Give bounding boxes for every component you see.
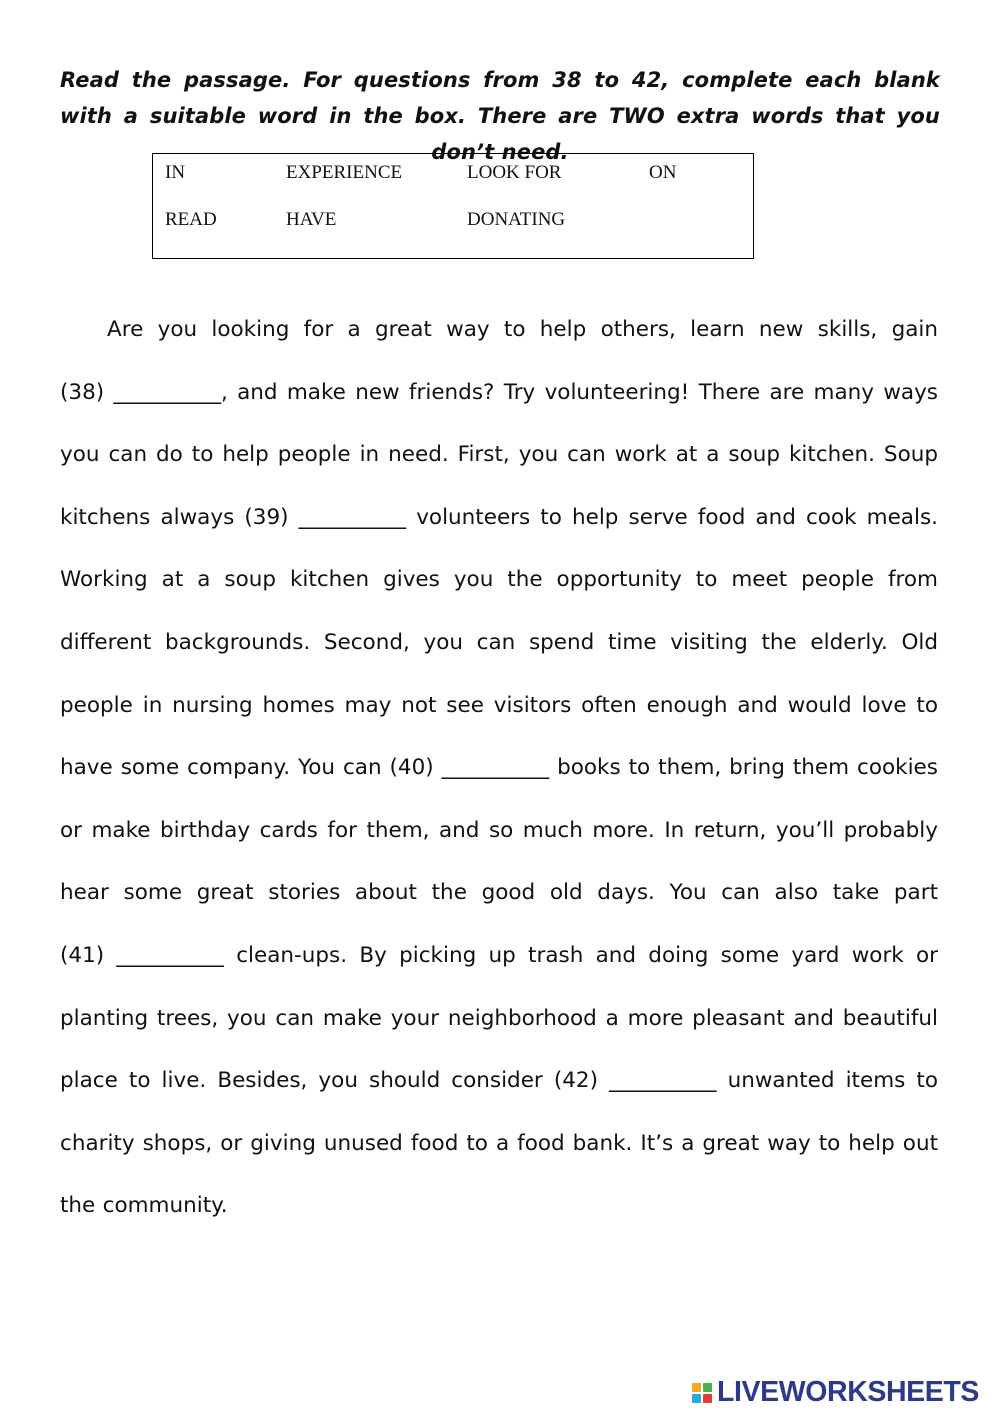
instruction-text: Read the passage. For questions from 38 to 42, complete each blank with a suitable word in the box. There are TWO extra words that you don’t need.: [60, 68, 940, 164]
word-option: EXPERIENCE: [286, 162, 403, 183]
logo-square: [692, 1383, 701, 1392]
blank-40[interactable]: (40) __________: [389, 755, 550, 781]
blank-41[interactable]: (41) __________: [60, 942, 224, 968]
word-box: [152, 153, 754, 259]
passage-text: unwanted items to charity shops, or giving unused food to a food bank. It’s a great way to help out the community.: [60, 1068, 938, 1219]
reading-passage: [60, 299, 938, 1238]
logo-square: [692, 1394, 701, 1403]
logo-square: [703, 1394, 712, 1403]
word-option: DONATING: [467, 209, 566, 230]
blank-42[interactable]: (42) __________: [553, 1068, 717, 1094]
word-option: HAVE: [286, 209, 337, 230]
passage-text: books to them, bring them cookies or make birthday cards for them, and so much more. In return, you’ll probably hear some great stories about the good old days. You can also take part: [60, 755, 938, 906]
passage-text: clean-ups. By picking up trash and doing some yard work or planting trees, you can make your neighborhood a more pleasant and beautiful place to live. Besides, you should consider: [60, 942, 938, 1094]
liveworksheets-logo-icon: [692, 1379, 714, 1405]
blank-39[interactable]: (39) __________: [244, 504, 407, 530]
passage-text: volunteers to help serve food and cook meals. Working at a soup kitchen gives you the opportunity to meet people from different backgrounds. Second, you can spend time visiting the elderly. Old people in nursing homes may not see visitors often enough and would love to have some company. You can: [60, 504, 938, 781]
word-option: ON: [649, 162, 677, 183]
passage-text: , and make new friends? Try volunteering! There are many ways you can do to help people in need. First, you can work at a soup kitchen. Soup kitchens always: [60, 379, 939, 530]
word-option: IN: [165, 162, 186, 183]
logo-square: [703, 1383, 712, 1392]
liveworksheets-logo: [692, 1375, 979, 1409]
word-option: READ: [165, 209, 217, 230]
passage-text: Are you looking for a great way to help others, learn new skills, gain: [107, 317, 938, 342]
word-option: LOOK FOR: [467, 162, 562, 183]
blank-38[interactable]: (38) __________: [60, 379, 221, 405]
logo-text: LIVEWORKSHEETS: [717, 1376, 980, 1408]
